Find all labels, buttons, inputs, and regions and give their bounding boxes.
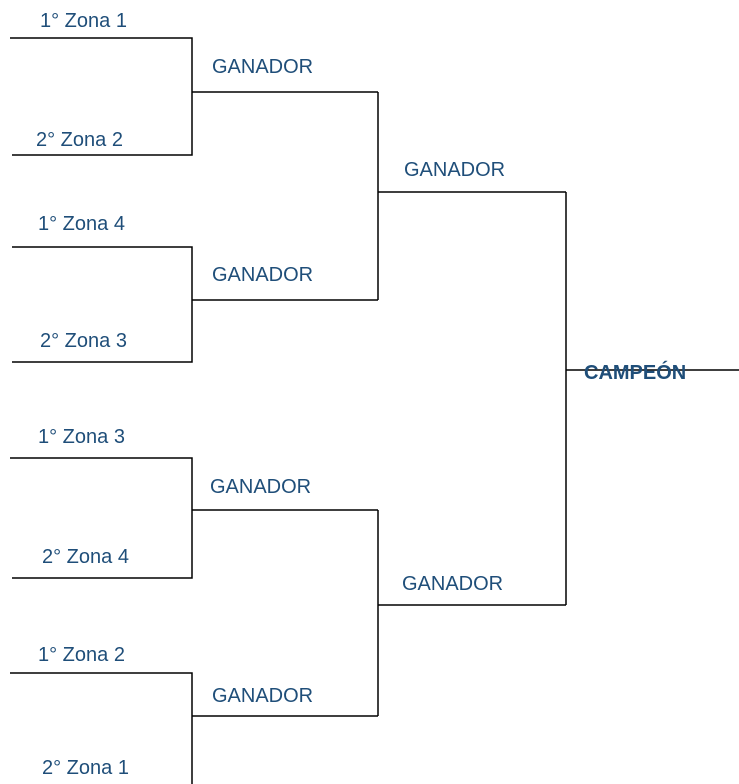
team-label: 1° Zona 4 <box>38 213 125 235</box>
team-label: 2° Zona 3 <box>40 330 127 352</box>
team-label: 1° Zona 3 <box>38 426 125 448</box>
team-label: 1° Zona 1 <box>40 10 127 32</box>
team-label: 2° Zona 2 <box>36 129 123 151</box>
winner-label: GANADOR <box>212 685 314 707</box>
champion-label: CAMPEÓN <box>584 362 687 384</box>
team-label: 1° Zona 2 <box>38 644 125 666</box>
winner-label: GANADOR <box>402 573 504 595</box>
team-label: 2° Zona 1 <box>42 757 129 779</box>
winner-label: GANADOR <box>212 264 314 286</box>
team-label: 2° Zona 4 <box>42 546 129 568</box>
winner-label: GANADOR <box>210 476 312 498</box>
winner-label: GANADOR <box>404 159 506 181</box>
winner-label: GANADOR <box>212 56 314 78</box>
